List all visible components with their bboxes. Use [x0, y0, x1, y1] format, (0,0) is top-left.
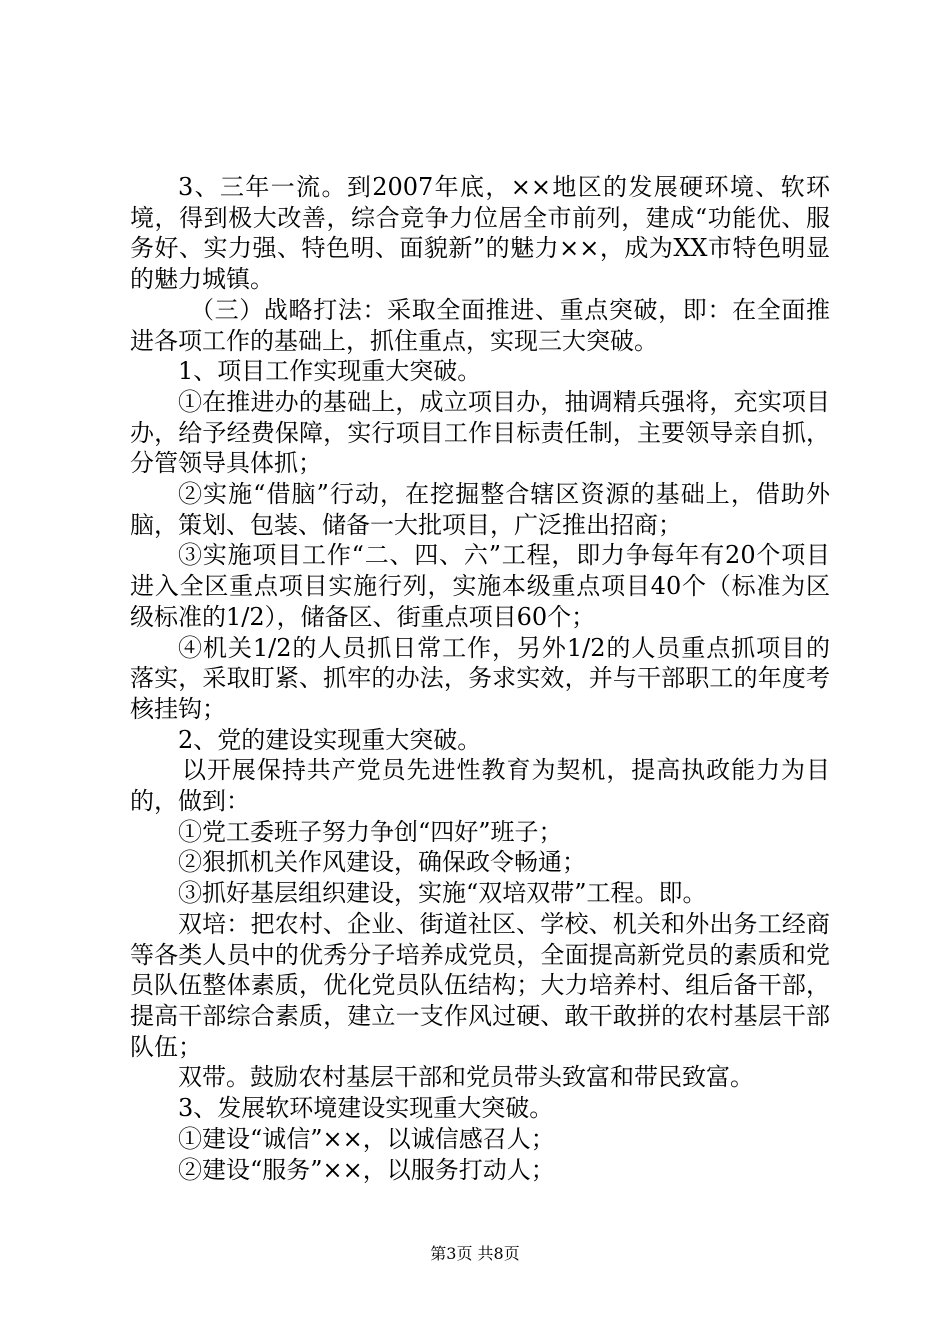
- paragraph-party-intro: 以开展保持共产党员先进性教育为契机，提高执政能力为目的，做到：: [130, 756, 830, 816]
- page-footer: 第3页 共8页: [430, 1244, 520, 1263]
- paragraph-party-item-3: ③抓好基层组织建设，实施“双培双带”工程。即。: [178, 879, 707, 908]
- paragraph-party-item-1: ①党工委班子努力争创“四好”班子；: [178, 817, 563, 846]
- paragraph-double-train: 双培：把农村、企业、街道社区、学校、机关和外出务工经商等各类人员中的优秀分子培养成党员，全面提高新党员的素质和党员队伍整体素质，优化党员队伍结构；大力培养村、组后备干部，提高干部综合素质，建立一支作风过硬、敢干敢拼的农村基层干部队伍；: [130, 909, 830, 1061]
- paragraph-environment-item-2: ②建设“服务”××，以服务打动人；: [178, 1155, 555, 1184]
- paragraph-environment-heading: 3、发展软环境建设实现重大突破。: [178, 1094, 554, 1123]
- paragraph-project-item-4: ④机关1/2的人员抓日常工作，另外1/2的人员重点抓项目的落实，采取盯紧、抓牢的办法，务求实效，并与干部职工的年度考核挂钩；: [130, 633, 830, 723]
- paragraph-party-heading: 2、党的建设实现重大突破。: [178, 725, 482, 754]
- paragraph-project-heading: 1、项目工作实现重大突破。: [178, 357, 482, 386]
- paragraph-project-item-3: ③实施项目工作“二、四、六”工程，即力争每年有20个项目进入全区重点项目实施行列，实施本级重点项目40个（标准为区级标准的1/2），储备区、街重点项目60个；: [130, 541, 830, 631]
- paragraph-strategy: （三）战略打法：采取全面推进、重点突破，即：在全面推进各项工作的基础上，抓住重点，实现三大突破。: [130, 295, 830, 355]
- paragraph-three-year-goal: 3、三年一流。到2007年底，××地区的发展硬环境、软环境，得到极大改善，综合竞争力位居全市前列，建成“功能优、服务好、实力强、特色明、面貌新”的魅力××，成为XX市特色明显的魅力城镇。: [130, 173, 830, 294]
- paragraph-project-item-2: ②实施“借脑”行动，在挖掘整合辖区资源的基础上，借助外脑，策划、包装、储备一大批项目，广泛推出招商；: [130, 480, 830, 539]
- document-body: [130, 172, 830, 1185]
- paragraph-party-item-2: ②狠抓机关作风建设，确保政令畅通；: [178, 848, 586, 877]
- paragraph-project-item-1: ①在推进办的基础上，成立项目办，抽调精兵强将，充实项目办，给予经费保障，实行项目工作目标责任制，主要领导亲自抓，分管领导具体抓；: [130, 387, 830, 478]
- paragraph-double-lead: 双带。鼓励农村基层干部和党员带头致富和带民致富。: [178, 1063, 754, 1092]
- paragraph-environment-item-1: ①建设“诚信”××，以诚信感召人；: [178, 1124, 555, 1153]
